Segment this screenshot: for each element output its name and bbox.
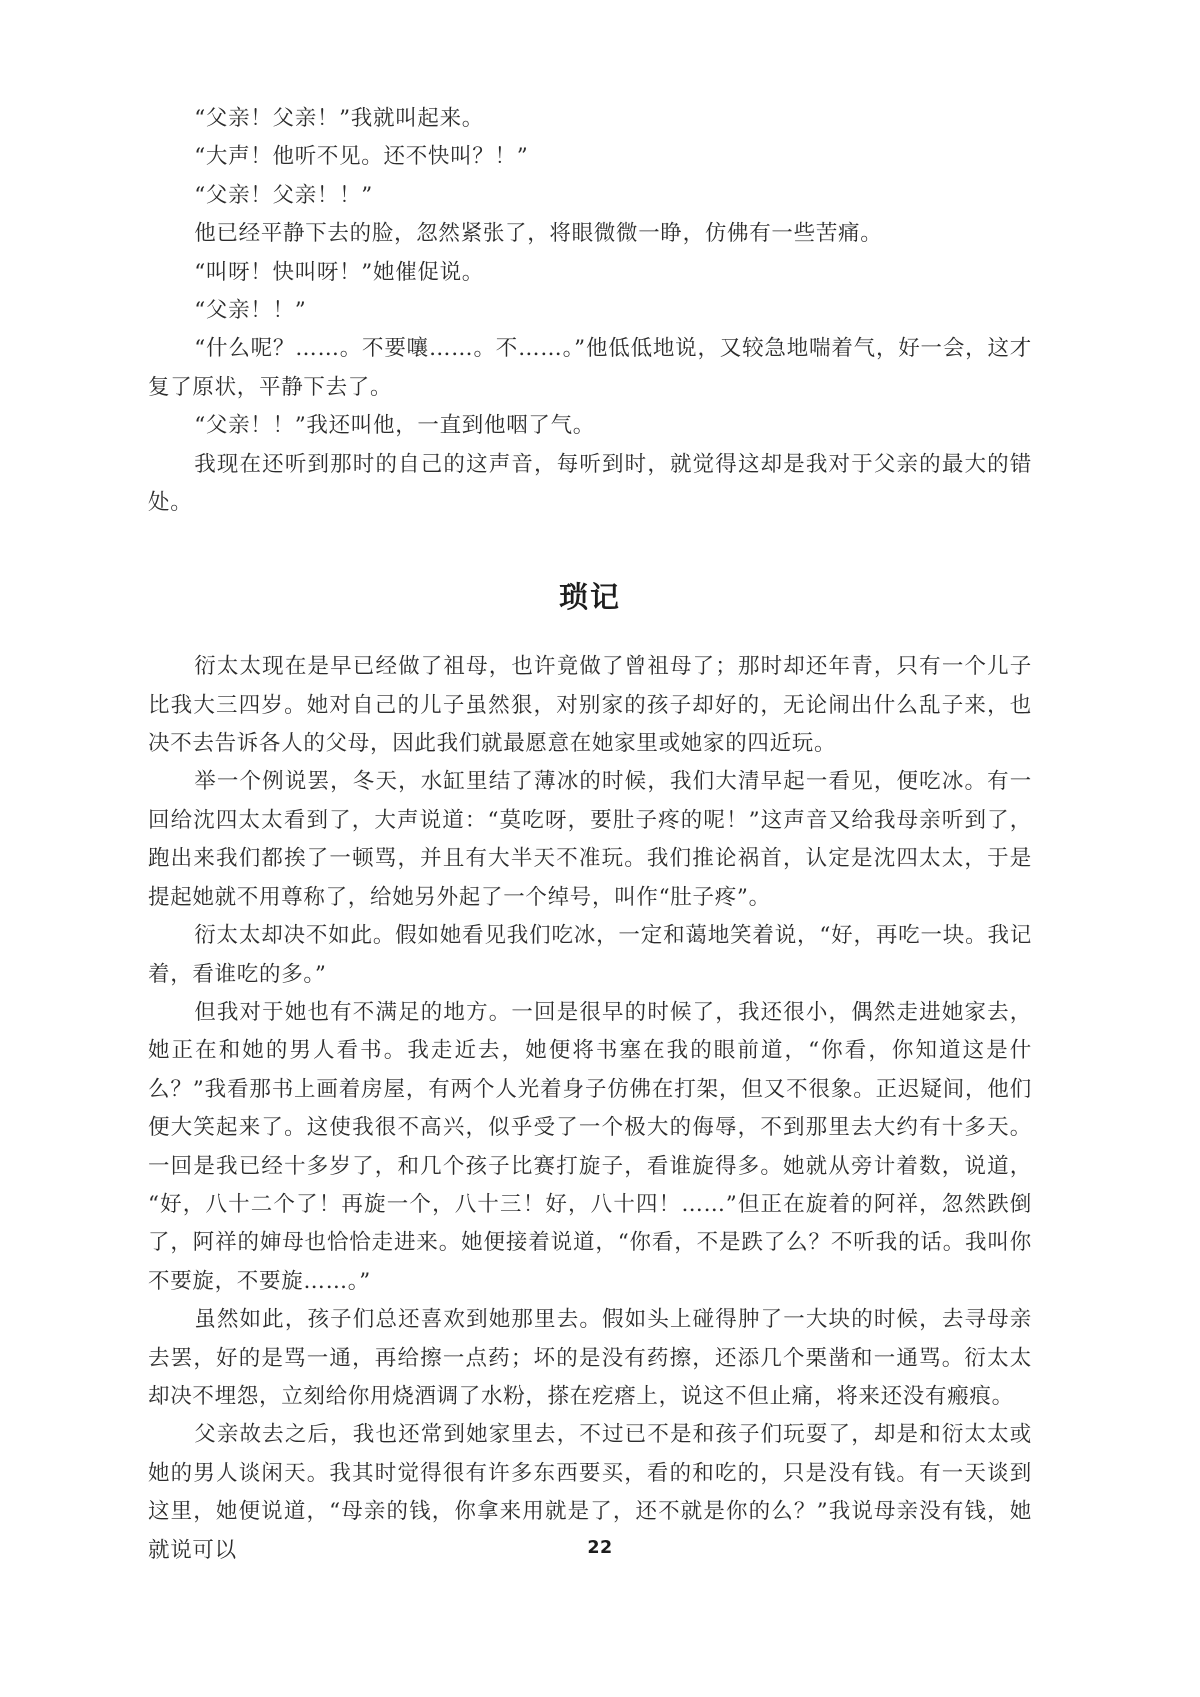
paragraph: 我现在还听到那时的自己的这声音，每听到时，就觉得这却是我对于父亲的最大的错处。 bbox=[148, 451, 1032, 516]
dialogue-line: “父亲！父亲！”我就叫起来。 bbox=[194, 106, 485, 131]
paragraph: 衍太太现在是早已经做了祖母，也许竟做了曾祖母了；那时却还年青，只有一个儿子比我大三四岁。她对自己的儿子虽然狠，对别家的孩子却好的，无论闹出什么乱子来，也决不去告诉各人的父母，因此我们就最愿意在她家里或她家的四近玩。 bbox=[148, 654, 1032, 757]
dialogue-line: “父亲！！”我还叫他，一直到他咽了气。 bbox=[194, 413, 596, 439]
dialogue-line: “叫呀！快叫呀！”她催促说。 bbox=[194, 259, 485, 285]
chapter-body bbox=[148, 648, 1032, 1570]
page-number: 22 bbox=[587, 1538, 613, 1558]
paragraph: 虽然如此，孩子们总还喜欢到她那里去。假如头上碰得肿了一大块的时候，去寻母亲去罢，好的是骂一通，再给擦一点药；坏的是没有药擦，还添几个栗凿和一通骂。衍太太却决不埋怨，立刻给你用烧酒调了水粉，搽在疙瘩上，说这不但止痛，将来还没有瘢痕。 bbox=[148, 1307, 1032, 1409]
dialogue-line: “大声！他听不见。还不快叫？！” bbox=[194, 144, 529, 170]
paragraph: 但我对于她也有不满足的地方。一回是很早的时候了，我还很小，偶然走进她家去，她正在和她的男人看书。我走近去，她便将书塞在我的眼前道，“你看，你知道这是什么？”我看那书上画着房屋，有两个人光着身子仿佛在打架，但又不很象。正迟疑间，他们便大笑起来了。这使我很不高兴，似乎受了一个极大的侮辱，不到那里去大约有十多天。一回是我已经十多岁了，和几个孩子比赛打旋子，看谁旋得多。她就从旁计着数，说道，“好，八十二个了！再旋一个，八十三！好，八十四！……”但正在旋着的阿祥，忽然跌倒了，阿祥的婶母也恰恰走进来。她便接着说道，“你看，不是跌了么？不听我的话。我叫你不要旋，不要旋……。” bbox=[148, 999, 1032, 1294]
paragraph: 父亲故去之后，我也还常到她家里去，不过已不是和孩子们玩耍了，却是和衍太太或她的男人谈闲天。我其时觉得很有许多东西要买，看的和吃的，只是没有钱。有一天谈到这里，她便说道，“母亲的钱，你拿来用就是了，还不就是你的么？”我说母亲没有钱，她就说可以 bbox=[148, 1422, 1032, 1563]
previous-section-block bbox=[148, 100, 1032, 522]
dialogue-line: “父亲！父亲！！” bbox=[194, 182, 374, 208]
dialogue-line: 他已经平静下去的脸，忽然紧张了，将眼微微一睁，仿佛有一些苦痛。 bbox=[194, 221, 883, 247]
paragraph: “什么呢？……。不要嚷……。不……。”他低低地说，又较急地喘着气，好一会，这才复了原状，平静下去了。 bbox=[148, 336, 1032, 400]
paragraph: 举一个例说罢，冬天，水缸里结了薄冰的时候，我们大清早起一看见，便吃冰。有一回给沈四太太看到了，大声说道：“莫吃呀，要肚子疼的呢！”这声音又给我母亲听到了，跑出来我们都挨了一顿骂，并且有大半天不准玩。我们推论祸首，认定是沈四太太，于是提起她就不用尊称了，给她另外起了一个绰号，叫作“肚子疼”。 bbox=[148, 769, 1032, 910]
page-content bbox=[148, 100, 1032, 1570]
paragraph: 衍太太却决不如此。假如她看见我们吃冰，一定和蔼地笑着说，“好，再吃一块。我记着，看谁吃的多。” bbox=[148, 923, 1032, 987]
chapter-title: 琐记 bbox=[558, 580, 621, 615]
dialogue-line: “父亲！！” bbox=[194, 298, 307, 324]
